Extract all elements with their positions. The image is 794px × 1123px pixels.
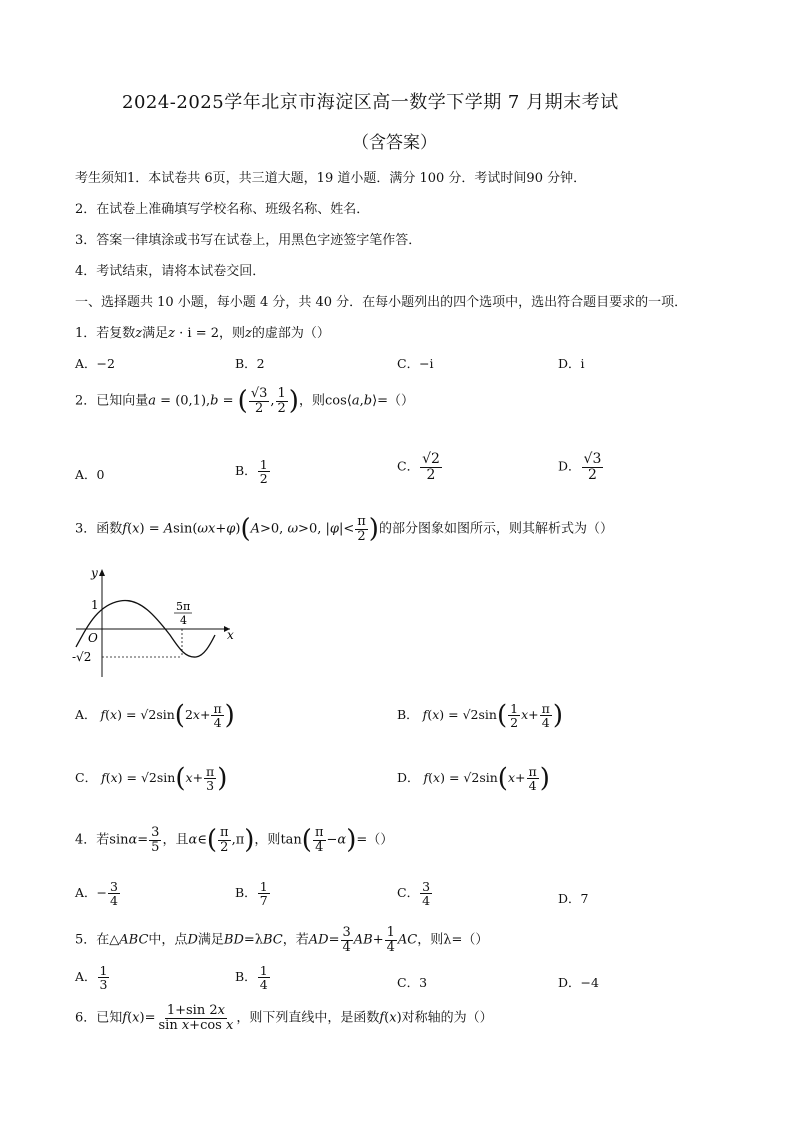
question-2-option-d: D． $\frac{√3}{2}$: [558, 451, 602, 483]
question-2-option-b: B． $\frac{1}{2}$: [235, 457, 268, 487]
question-4-option-b: B． $\frac{1}{7}$: [235, 879, 268, 909]
notice-line-3: 3．答案一律填涂或书写在试卷上，用黑色字迹签字笔作答．: [75, 233, 422, 248]
question-1-stem: 1．若复数z满足z · i = 2，则z的虚部为（）: [75, 326, 330, 341]
page-title: 2024-2025学年北京市海淀区高一数学下学期 7 月期末考试: [122, 92, 619, 113]
tick-label-denominator: 4: [180, 614, 187, 627]
question-1-option-b: B．2: [235, 356, 265, 371]
origin-label: O: [88, 631, 98, 645]
x-axis-label: x: [227, 628, 234, 642]
section-heading: 一、选择题共 10 小题，每小题 4 分，共 40 分．在每小题列出的四个选项中，选出符合题目要求的一项．: [75, 295, 688, 310]
question-2-option-a: A．0: [75, 467, 105, 482]
tick-label-numerator: 5π: [176, 600, 191, 613]
question-4-option-c: C． $\frac{3}{4}$: [397, 879, 431, 909]
question-5-option-a: A． $\frac{1}{3}$: [75, 963, 108, 993]
max-label: 1: [91, 598, 99, 612]
page-subtitle: （含答案）: [352, 133, 437, 153]
function-graph: [70, 565, 240, 683]
question-3-option-d: D． f(x) = √2sin(x+ $\frac{\pi}{4}$ ): [397, 763, 550, 794]
min-label: -√2: [72, 650, 92, 664]
question-3-stem: 3．函数f(x) = Asin(ωx+φ)(A>0, ω>0, |φ|< $\frac{\pi}{2}$ )的部分图象如图所示，则其解析式为（）: [75, 514, 613, 545]
question-5-option-c: C．3: [397, 975, 428, 990]
question-1-option-a: A．−2: [75, 356, 115, 371]
notice-line-2: 2．在试卷上准确填写学校名称、班级名称、姓名．: [75, 202, 370, 217]
question-5-option-d: D．−4: [558, 975, 599, 990]
question-4-option-d: D．7: [558, 891, 589, 906]
question-1-option-c: C．−i: [397, 356, 434, 371]
question-4-stem: 4．若sinα= $\frac{3}{5}$ ，且α∈( $\frac{\pi}{2}$ ,π)，则tan( $\frac{\pi}{4}$ −α)=（）: [75, 825, 394, 856]
y-axis-arrow: [99, 569, 105, 576]
question-5-option-b: B． $\frac{1}{4}$: [235, 963, 268, 993]
question-5-stem: 5．在△ABC中，点D满足BD=λBC，若AD= $\frac{3}{4}$ AB+ $\frac{1}{4}$ AC，则λ=（）: [75, 925, 489, 955]
question-3-option-a: A． f(x) = √2sin(2x+ $\frac{\pi}{4}$ ): [75, 700, 235, 731]
question-4-option-a: A．− $\frac{3}{4}$: [75, 879, 118, 909]
question-3-option-b: B． f(x) = √2sin( $\frac{1}{2}$ x+ $\frac{\pi}{4}$ ): [397, 700, 563, 731]
y-axis-label: y: [91, 566, 98, 580]
question-2-stem: 2．已知向量a = (0,1),b = ( $\frac{√3}{2}$ , $\frac{1}{2}$ )，则cos⟨a,b⟩=（）: [75, 386, 415, 417]
notice-line-1: 考生须知1．本试卷共 6页，共三道大题，19 道小题．满分 100 分．考试时间90 分钟．: [75, 171, 587, 186]
notice-line-4: 4．考试结束，请将本试卷交回．: [75, 264, 266, 279]
question-2-option-c: C． $\frac{√2}{2}$: [397, 451, 440, 483]
question-6-stem: 6．已知f(x)= $\frac{1+\sin 2x}{\text{sin x+cos x}}$ ，则下列直线中，是函数f(x)对称轴的为（）: [75, 1003, 493, 1033]
question-3-option-c: C． f(x) = √2sin(x+ $\frac{\pi}{3}$ ): [75, 763, 228, 794]
question-1-option-d: D．i: [558, 356, 585, 371]
